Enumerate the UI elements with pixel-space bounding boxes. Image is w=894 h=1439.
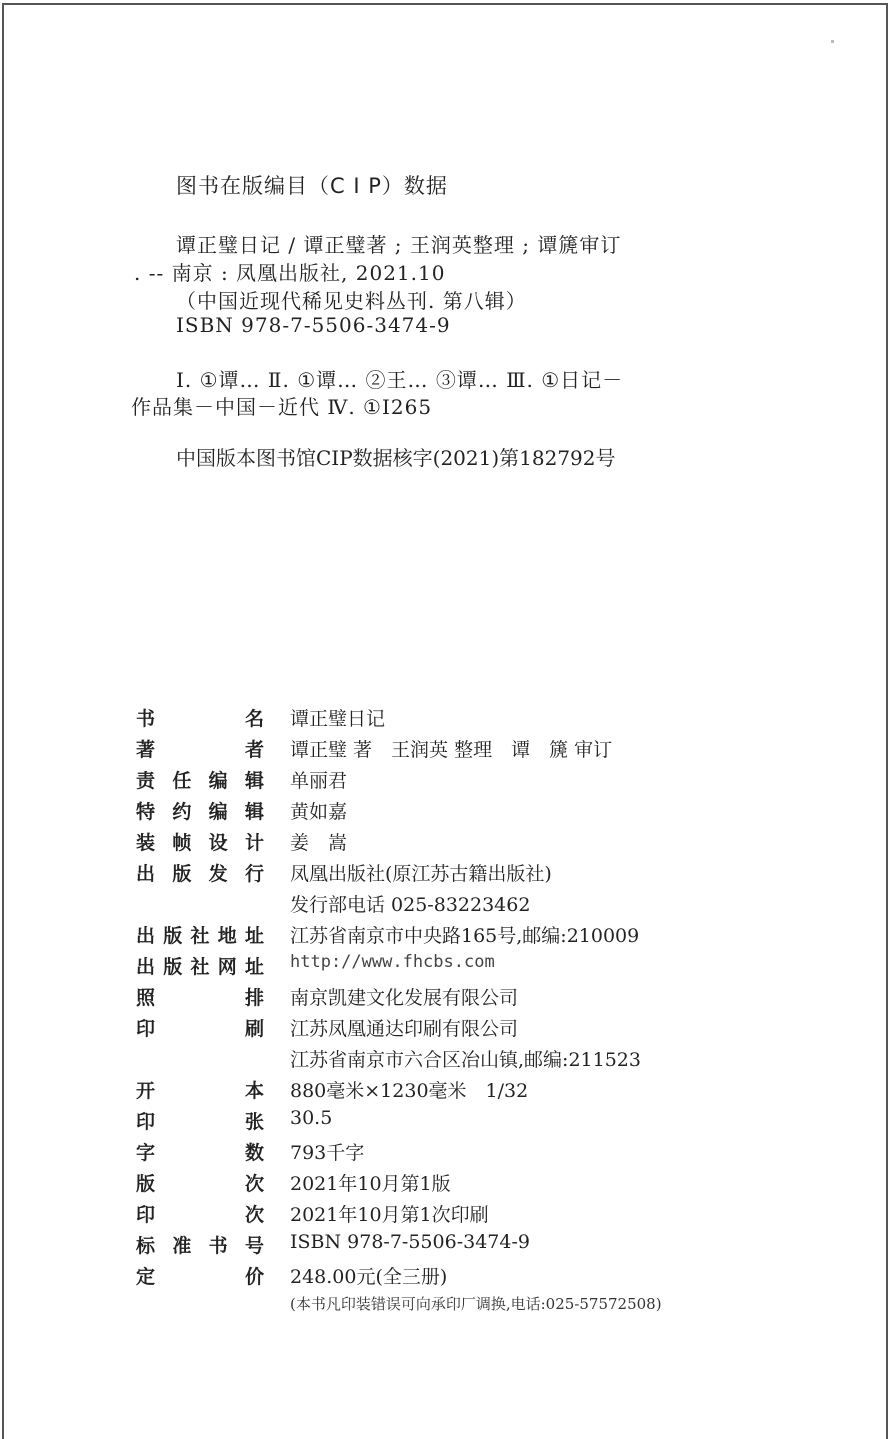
colophon-row-isbn [136, 1231, 776, 1261]
colophon-row-publisher [136, 859, 776, 889]
row-label: 出 版 社 网 址 [136, 956, 264, 978]
printing-defect-note: (本书凡印装错误可向承印厂调换,电话:025-57572508) [290, 1295, 662, 1313]
colophon-row-authors [136, 735, 776, 765]
row-value: 2021年10月第1版 [290, 1173, 451, 1195]
row-label: 印 次 [136, 1204, 264, 1226]
row-label: 开 本 [136, 1080, 264, 1102]
colophon-row-word-count [136, 1138, 776, 1168]
row-value: 248.00元(全三册) [290, 1266, 448, 1288]
cip-line-classification-cont: 作品集－中国－近代 Ⅳ. ①I265 [131, 395, 433, 419]
row-value: 880毫米×1230毫米 1/32 [290, 1080, 529, 1102]
row-value: 2021年10月第1次印刷 [290, 1204, 489, 1226]
row-value: 江苏凤凰通达印刷有限公司 [290, 1018, 519, 1040]
row-value: 793千字 [290, 1142, 365, 1164]
row-value: 谭正璧 著 王润英 整理 谭 篪 审订 [290, 739, 613, 761]
row-value: 谭正璧日记 [290, 708, 386, 730]
row-label: 定 价 [136, 1266, 264, 1288]
colophon-row-special-editor [136, 797, 776, 827]
row-value: 江苏省南京市六合区冶山镇,邮编:211523 [290, 1049, 641, 1071]
colophon-row-format [136, 1076, 776, 1106]
row-label: 印 刷 [136, 1018, 264, 1040]
colophon-row-editor [136, 766, 776, 796]
colophon-row-price [136, 1262, 776, 1292]
colophon-row-book-title [136, 704, 776, 734]
colophon-row-address [136, 921, 776, 951]
row-label: 出 版 发 行 [136, 863, 264, 885]
row-value: 凤凰出版社(原江苏古籍出版社) [290, 863, 552, 885]
row-value: ISBN 978-7-5506-3474-9 [290, 1231, 530, 1253]
colophon-row-sheets [136, 1107, 776, 1137]
colophon-row-publisher-phone [136, 890, 776, 920]
website-link[interactable]: http://www.fhcbs.com [290, 952, 495, 972]
row-label: 装 帧 设 计 [136, 832, 264, 854]
colophon-row-impression [136, 1200, 776, 1230]
row-label: 印 张 [136, 1111, 264, 1133]
colophon-row-typesetting [136, 983, 776, 1013]
row-label: 版 次 [136, 1173, 264, 1195]
row-value: 江苏省南京市中央路165号,邮编:210009 [290, 925, 640, 947]
row-label: 著 者 [136, 739, 264, 761]
row-value: 黄如嘉 [290, 801, 348, 823]
colophon-row-design [136, 828, 776, 858]
colophon-row-printing-address [136, 1045, 776, 1075]
row-label: 出 版 社 地 址 [136, 925, 264, 947]
scan-speck [831, 40, 834, 43]
row-value: 单丽君 [290, 770, 348, 792]
cip-line-title-authors: 谭正璧日记 / 谭正璧著 ; 王润英整理 ; 谭篪审订 [176, 233, 622, 257]
colophon-row-printing [136, 1014, 776, 1044]
cip-line-publication: . -- 南京 : 凤凰出版社, 2021.10 [134, 261, 446, 285]
cip-line-verification: 中国版本图书馆CIP数据核字(2021)第182792号 [176, 446, 616, 470]
row-label: 字 数 [136, 1142, 264, 1164]
row-value: 30.5 [290, 1107, 333, 1129]
row-label: 照 排 [136, 987, 264, 1009]
row-value: 发行部电话 025-83223462 [290, 894, 531, 916]
row-value: 姜 嵩 [290, 832, 348, 854]
colophon-row-edition [136, 1169, 776, 1199]
row-label: 责 任 编 辑 [136, 770, 264, 792]
row-label: 特 约 编 辑 [136, 801, 264, 823]
row-value: 南京凯建文化发展有限公司 [290, 987, 519, 1009]
colophon-row-website [136, 952, 776, 982]
row-label: 书 名 [136, 708, 264, 730]
cip-line-classification: Ⅰ. ①谭… Ⅱ. ①谭… ②王… ③谭… Ⅲ. ①日记－ [176, 368, 624, 392]
cip-line-isbn: ISBN 978-7-5506-3474-9 [176, 313, 451, 337]
cip-title: 图书在版编目（C I P）数据 [176, 174, 448, 198]
row-label: 标 准 书 号 [136, 1235, 264, 1257]
cip-line-series: （中国近现代稀见史料丛刊. 第八辑） [176, 289, 527, 313]
